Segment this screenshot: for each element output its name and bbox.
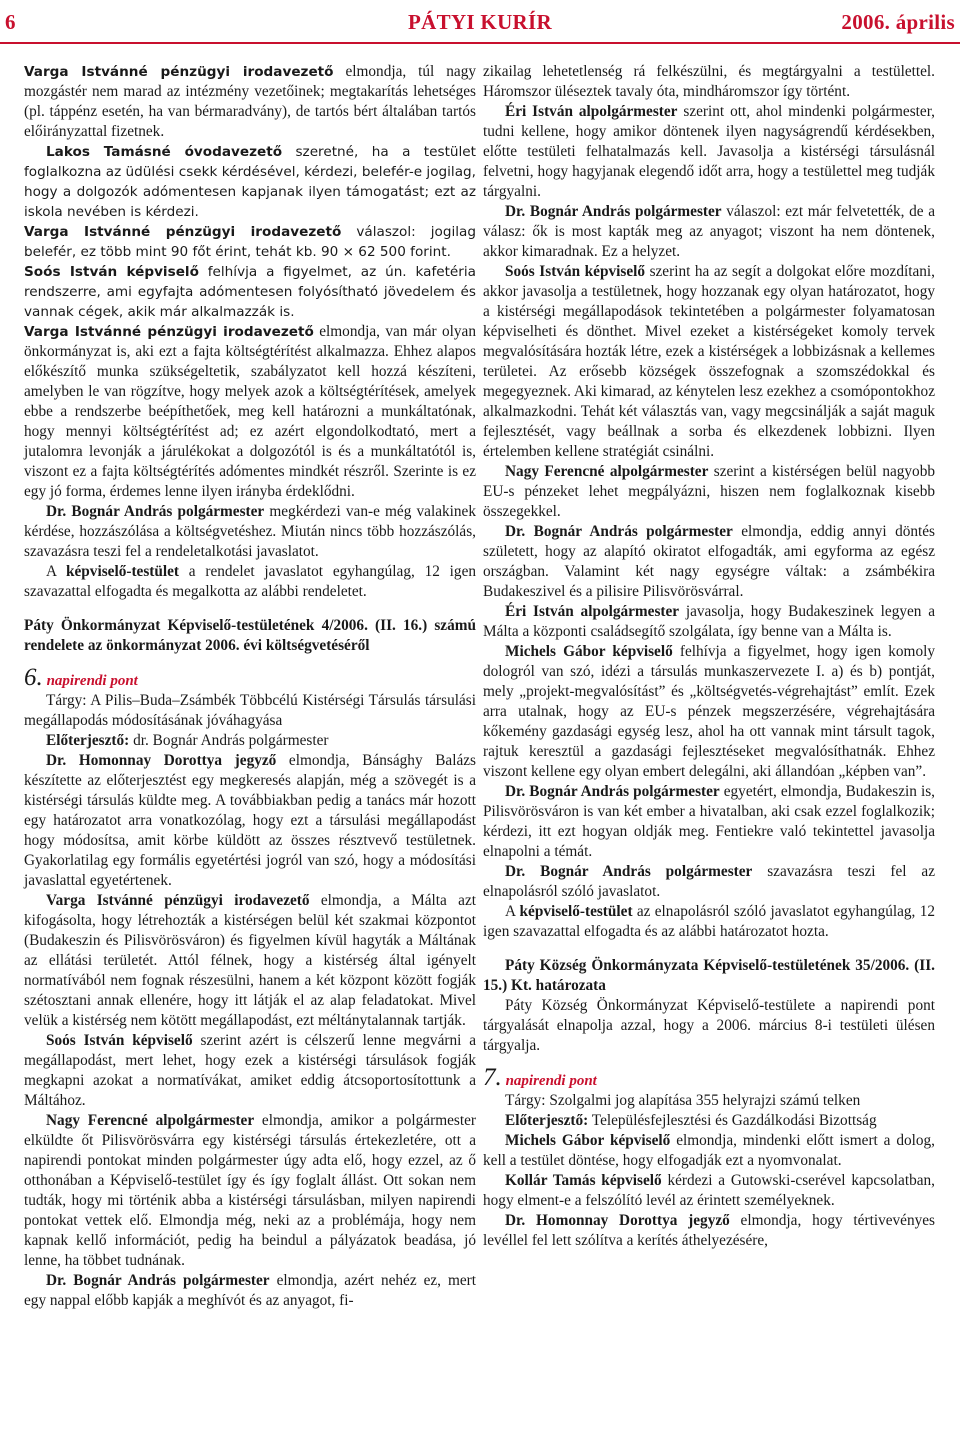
agenda-label: napirendi pont xyxy=(505,1073,597,1089)
presenter-name: Településfejlesztési és Gazdálkodási Bizottság xyxy=(588,1112,877,1129)
agenda-number: 7. xyxy=(483,1064,502,1091)
paragraph xyxy=(24,1271,476,1311)
paragraph-text: szeretné, ha a testület foglalkozna az üdülési csekk kérdésével, kérdezi, belefér-e jogilag, hogy a dolgozók adómentesen kapjanak ilyen támogatást; ezt az iskola nevében is kérdezi. xyxy=(24,144,476,220)
paragraph xyxy=(483,62,935,102)
paragraph-text: elmondja, van már olyan önkormányzat is, aki ezt a fajta költségtérítést alkalmazza. Ehhez alapos előkészítő munka szükségeltetik, szabályzatot kell hozzá készíteni, amelyben le van rögzítve, hogy melyek azok a költségtérítések, amelyek ebbe a rendszerbe beépíthetőek, meg kell határozni a munkáltatónak, hogy mennyi költségtérítést ad; ez azért elgondolkodtató, mert a jutalomra levonják a járulékokat a dolgozótól is és a munkáltatótól is, viszont ez a fajta költségtérítés adómentes mindkét részről. Szerinte is ez egy jó forma, érdemes lenne ilyen irányba érdeklődni. xyxy=(24,323,476,500)
paragraph xyxy=(24,222,476,262)
paragraph-text: elmondja, Bánsághy Balázs készítette az előterjesztést egy megkeresés alapján, még a szövegét is a kistérségi társulás küldte meg. A továbbiakban pedig a tanács már hozott egy határozatot arra vonatkozólag, hogy ezt a társulási megállapodást hogy módosítsa, amit körbe küldött az összes résztvevő testületnek. Gyakorlatilag egy formális egyetértési jogról van szó, hogy a módosítási javaslattal egyetértenek. xyxy=(24,752,476,889)
paragraph-text: válaszol: ezt már felvetették, de a válasz: ők is most kapták meg az anyagot; viszont ha nem döntenek, akkor kimaradnak. Ez a helyzet. xyxy=(483,203,935,260)
paragraph xyxy=(483,642,935,782)
paragraph-text: elmondja, hogy tértivevényes levéllel fel lett szólítva a kerítés áthelyezésére, xyxy=(483,1212,935,1249)
paragraph-text: felhívja a figyelmet, hogy igen komoly dologról van szó, idézi a társulás munkaszervezete I. a) és b) pontját, mely „projekt-megvalósítást” és „költségvetés-végrehajtást” említ. Ezek arra utalnak, hogy az EU-s pénzek megszerzésére, végrehajtására kőkemény gazdasági egység lesz, ahol ha ott vannak mint társult tagok, rajtuk keresztül a gazdasági fejlesztéseket megvalósíthatnák. Ehhez viszont kellene egy olyan embert delegálni, aki állandóan „képben van”. xyxy=(483,643,935,780)
speaker-name: Varga Istvánné pénzügyi irodavezető xyxy=(24,324,314,340)
speaker-name: Dr. Bognár András polgármester xyxy=(505,523,733,540)
paragraph xyxy=(24,322,476,502)
speaker-name: Dr. Bognár András polgármester xyxy=(46,1272,270,1289)
agenda-heading xyxy=(483,1064,935,1091)
paragraph-text: az elnapolásról szóló javaslatot egyhangúlag, 12 igen szavazattal elfogadta és az alábbi határozatot hozta. xyxy=(483,903,935,940)
left-column xyxy=(24,62,476,1311)
paragraph-text: javasolja, hogy Budakeszinek legyen a Málta a központi családsegítő szolgálata, így benne van a Málta is. xyxy=(483,603,935,640)
paragraph-text: szerint ott, ahol mindenki polgármester, tudni kellene, hogy amikor döntenek ilyen nagyságrendű kérdésekben, előtte testületi felhatalmazás kell. Javasolja a kistérségi társulásnál felvetni, hogy hagyjanak elegendő időt arra, hogy a testülettel meg tudják tárgyalni. xyxy=(483,103,935,200)
paragraph-text: válaszol: jogilag belefér, ez több mint 90 főt érint, tehát kb. 90 × 62 500 forint. xyxy=(24,224,476,260)
right-column xyxy=(483,62,935,1251)
paragraph-text: elmondja, túl nagy mozgástér nem marad az intézmény vezetőinek; megtakarítás lehetséges (pl. táppénz esetén, ha van bérmaradvány), de tartós bért általában tartós előirányzattal fizetnek. xyxy=(24,63,476,140)
speaker-name: Soós István képviselő xyxy=(24,264,199,280)
paragraph xyxy=(483,262,935,462)
paragraph xyxy=(483,102,935,202)
agenda-label: napirendi pont xyxy=(46,673,138,689)
paragraph xyxy=(483,902,935,942)
paragraph xyxy=(483,1211,935,1251)
resolution-title: Páty Önkormányzat Képviselő-testületének 4/2006. (II. 16.) számú rendelete az önkormányzat 2006. évi költségvetéséről xyxy=(24,617,476,654)
speaker-name: Dr. Bognár András polgármester xyxy=(46,503,265,520)
newspaper-title: PÁTYI KURÍR xyxy=(408,10,552,34)
paragraph-text: szerint a kistérségen belül nagyobb EU-s pénzeket lehet megpályázni, hiszen nem foglalkoznak kisebb összegekkel. xyxy=(483,463,935,520)
paragraph xyxy=(483,202,935,262)
paragraph xyxy=(483,522,935,602)
paragraph xyxy=(483,602,935,642)
speaker-name: Soós István képviselő xyxy=(46,1032,193,1049)
paragraph-text: megkérdezi van-e még valakinek kérdése, hozzászólása a költségvetéshez. Miután nincs több hozzászólás, szavazásra teszi fel a rendeletalkotási javaslatot. xyxy=(24,503,476,560)
paragraph xyxy=(483,862,935,902)
speaker-name: képviselő-testület xyxy=(519,903,633,920)
paragraph xyxy=(483,462,935,522)
paragraph-text: elmondja, azért nehéz ez, mert egy nappal előbb kapják a meghívót és az anyagot, fi- xyxy=(24,1272,476,1309)
paragraph xyxy=(24,262,476,322)
paragraph-text: a rendelet javaslatot egyhangúlag, 12 igen szavazattal elfogadta és megalkotta az alábbi rendeletet. xyxy=(24,563,477,600)
speaker-name: Varga Istvánné pénzügyi irodavezető xyxy=(24,224,342,240)
paragraph-text: szavazásra teszi fel az elnapolásról szóló javaslatot. xyxy=(483,863,936,900)
paragraph-text: kérdezi a Gutowski-cserével kapcsolatban, hogy elment-e a felszólító levél az érintett személyeknek. xyxy=(483,1172,935,1209)
paragraph-prefix: A xyxy=(505,903,520,920)
resolution-text: Páty Község Önkormányzat Képviselő-testülete a napirendi pont tárgyalását elnapolja azzal, hogy a 2006. március 8-i testületi ülésen tárgyalja. xyxy=(483,997,935,1054)
speaker-name: Michels Gábor képviselő xyxy=(505,643,673,660)
speaker-name: Éri István alpolgármester xyxy=(505,603,680,620)
issue-date: 2006. április xyxy=(841,10,955,34)
paragraph-text: elmondja, mindenki előtt ismert a dolog, kell a testület döntése, hogy elfogadják ezt a nyomvonalat. xyxy=(483,1132,936,1169)
speaker-name: Dr. Bognár András polgármester xyxy=(505,863,753,880)
speaker-name: Varga Istvánné pénzügyi irodavezető xyxy=(24,64,334,80)
agenda-presenter xyxy=(483,1111,935,1131)
speaker-name: Dr. Bognár András polgármester xyxy=(505,783,720,800)
paragraph-text: egyetért, elmondja, Budakeszin is, Pilisvörösváron is van két ember a hivatalban, aki csak ezzel foglalkozik; kérdezi, itt ezt hogyan oldják meg. Fentiekre való tekintettel javasolja elnapolni a témát. xyxy=(483,783,935,860)
agenda-subject: Tárgy: Szolgalmi jog alapítása 355 helyrajzi számú telken xyxy=(505,1092,861,1109)
speaker-name: Dr. Bognár András polgármester xyxy=(505,203,722,220)
agenda-subject: Tárgy: A Pilis–Buda–Zsámbék Többcélú Kistérségi Társulás társulási megállapodás módosításának jóváhagyása xyxy=(24,692,476,729)
speaker-name: Nagy Ferencné alpolgármester xyxy=(505,463,709,480)
paragraph-text: szerint ha az segít a dolgokat előre mozdítani, akkor javasolja a testületnek, hogy hozzanak egy olyan határozatot, hogy a kistérségi megállapodások tekintetében a polgármester folyamatosan képviselheti és dönthet. Mivel ezeket a kistérségeket komoly tervek megvalósítására hozták létre, ezek a kistérségek a lobbizásnak a kellemes területei. Az erősebb községek összefognak a szomszédokkal és megegyeznek. Aki kimarad, az kénytelen lesz ezekhez a csomópontokhoz alkalmazkodni. Tehát két választás van, vagy megcsinálják a saját maguk fejlesztését, vagy beállnak a sorba és elkezdenek lobbizni. Ilyen értelemben kellene stratégiát csinálni. xyxy=(483,263,935,460)
paragraph xyxy=(24,1031,476,1111)
speaker-name: képviselő-testület xyxy=(66,563,180,580)
speaker-name: Michels Gábor képviselő xyxy=(505,1132,671,1149)
speaker-name: Éri István alpolgármester xyxy=(505,103,678,120)
speaker-name: Kollár Tamás képviselő xyxy=(505,1172,662,1189)
paragraph xyxy=(483,1131,935,1171)
speaker-name: Nagy Ferencné alpolgármester xyxy=(46,1112,255,1129)
presenter-label: Előterjesztő: xyxy=(46,732,130,749)
paragraph-prefix: A xyxy=(46,563,66,580)
paragraph xyxy=(483,782,935,862)
page-number: 6 xyxy=(5,10,16,34)
agenda-heading xyxy=(24,664,476,691)
agenda-presenter xyxy=(24,731,476,751)
paragraph xyxy=(24,751,476,891)
header-rule xyxy=(0,42,960,44)
paragraph xyxy=(24,502,476,562)
resolution-title: Páty Község Önkormányzata Képviselő-testületének 35/2006. (II. 15.) Kt. határozata xyxy=(483,957,935,994)
paragraph xyxy=(483,1171,935,1211)
speaker-name: Dr. Homonnay Dorottya jegyző xyxy=(505,1212,730,1229)
paragraph xyxy=(24,62,476,142)
paragraph xyxy=(24,891,476,1031)
paragraph-text: elmondja, amikor a polgármester elküldte őt Pilisvörösvárra egy kistérségi társulás értekezletére, ott a napirendi pontokat minden polgármester úgy adta elő, hogy ezzel, az ő otthonában a Képviselő-testület így és így foglalt állást. Ott sokan nem tudták, hogy mi történik abba a kistérségi társulásban, milyen napirendi pontokat vettek elő. Elmondja még, neki az a problémája, hogy nem kapnak kellő információt, pedig ha beindul a pályázatok beadása, jó lenne, ha többet tudnának. xyxy=(24,1112,476,1269)
paragraph xyxy=(24,1111,476,1271)
presenter-label: Előterjesztő: xyxy=(505,1112,589,1129)
paragraph xyxy=(24,562,476,602)
paragraph-text: szerint azért is célszerű lenne megvárni a megállapodást, mert lehet, hogy ezek a kistérségi társulások fogják megkapni azokat a normatívákat, amiket eddig átcsoportosítottunk a Máltához. xyxy=(24,1032,476,1109)
page-header xyxy=(0,0,960,44)
paragraph-text: felhívja a figyelmet, az ún. kafetéria rendszerre, ami egyfajta adómentesen folyósítható jövedelem és vannak cégek, akik már alkalmazzák is. xyxy=(24,264,476,320)
speaker-name: Varga Istvánné pénzügyi irodavezető xyxy=(46,892,310,909)
paragraph-text: elmondja, eddig annyi döntés született, hogy az alapító okiratot elfogadták, ami egyforma az egész országban. Valamint két nagy egységre váltak: a zsámbékira Budakeszivel és a pilisire Pilisvörösvárral. xyxy=(483,523,936,600)
agenda-number: 6. xyxy=(24,664,43,691)
speaker-name: Dr. Homonnay Dorottya jegyző xyxy=(46,752,277,769)
presenter-name: dr. Bognár András polgármester xyxy=(129,732,329,749)
paragraph-text: zikailag lehetetlenség rá felkészülni, és megtárgyalni a testülettel. Háromszor üléseztek tavaly óta, mindháromszor így történt. xyxy=(483,63,935,100)
speaker-name: Lakos Tamásné óvodavezető xyxy=(46,144,283,160)
paragraph-text: elmondja, a Málta azt kifogásolta, hogy létrehozták a kistérségen belül két szakmai központot (Budakeszin és Pilisvörösváron) és figyelmen kívül hagyták a Máltának az ellátási területét. Attól félnek, hogy a kistérség által igényelt normatívából nem fognak részesülni, hanem a két központ között fogják szétosztani annak ellenére, hogy itt látják el az alap feladatokat. Mivel velük a kistérség nem kötött megállapodást, ezt méltánytalannak tartják. xyxy=(24,892,476,1029)
speaker-name: Soós István képviselő xyxy=(505,263,646,280)
paragraph xyxy=(24,142,476,222)
